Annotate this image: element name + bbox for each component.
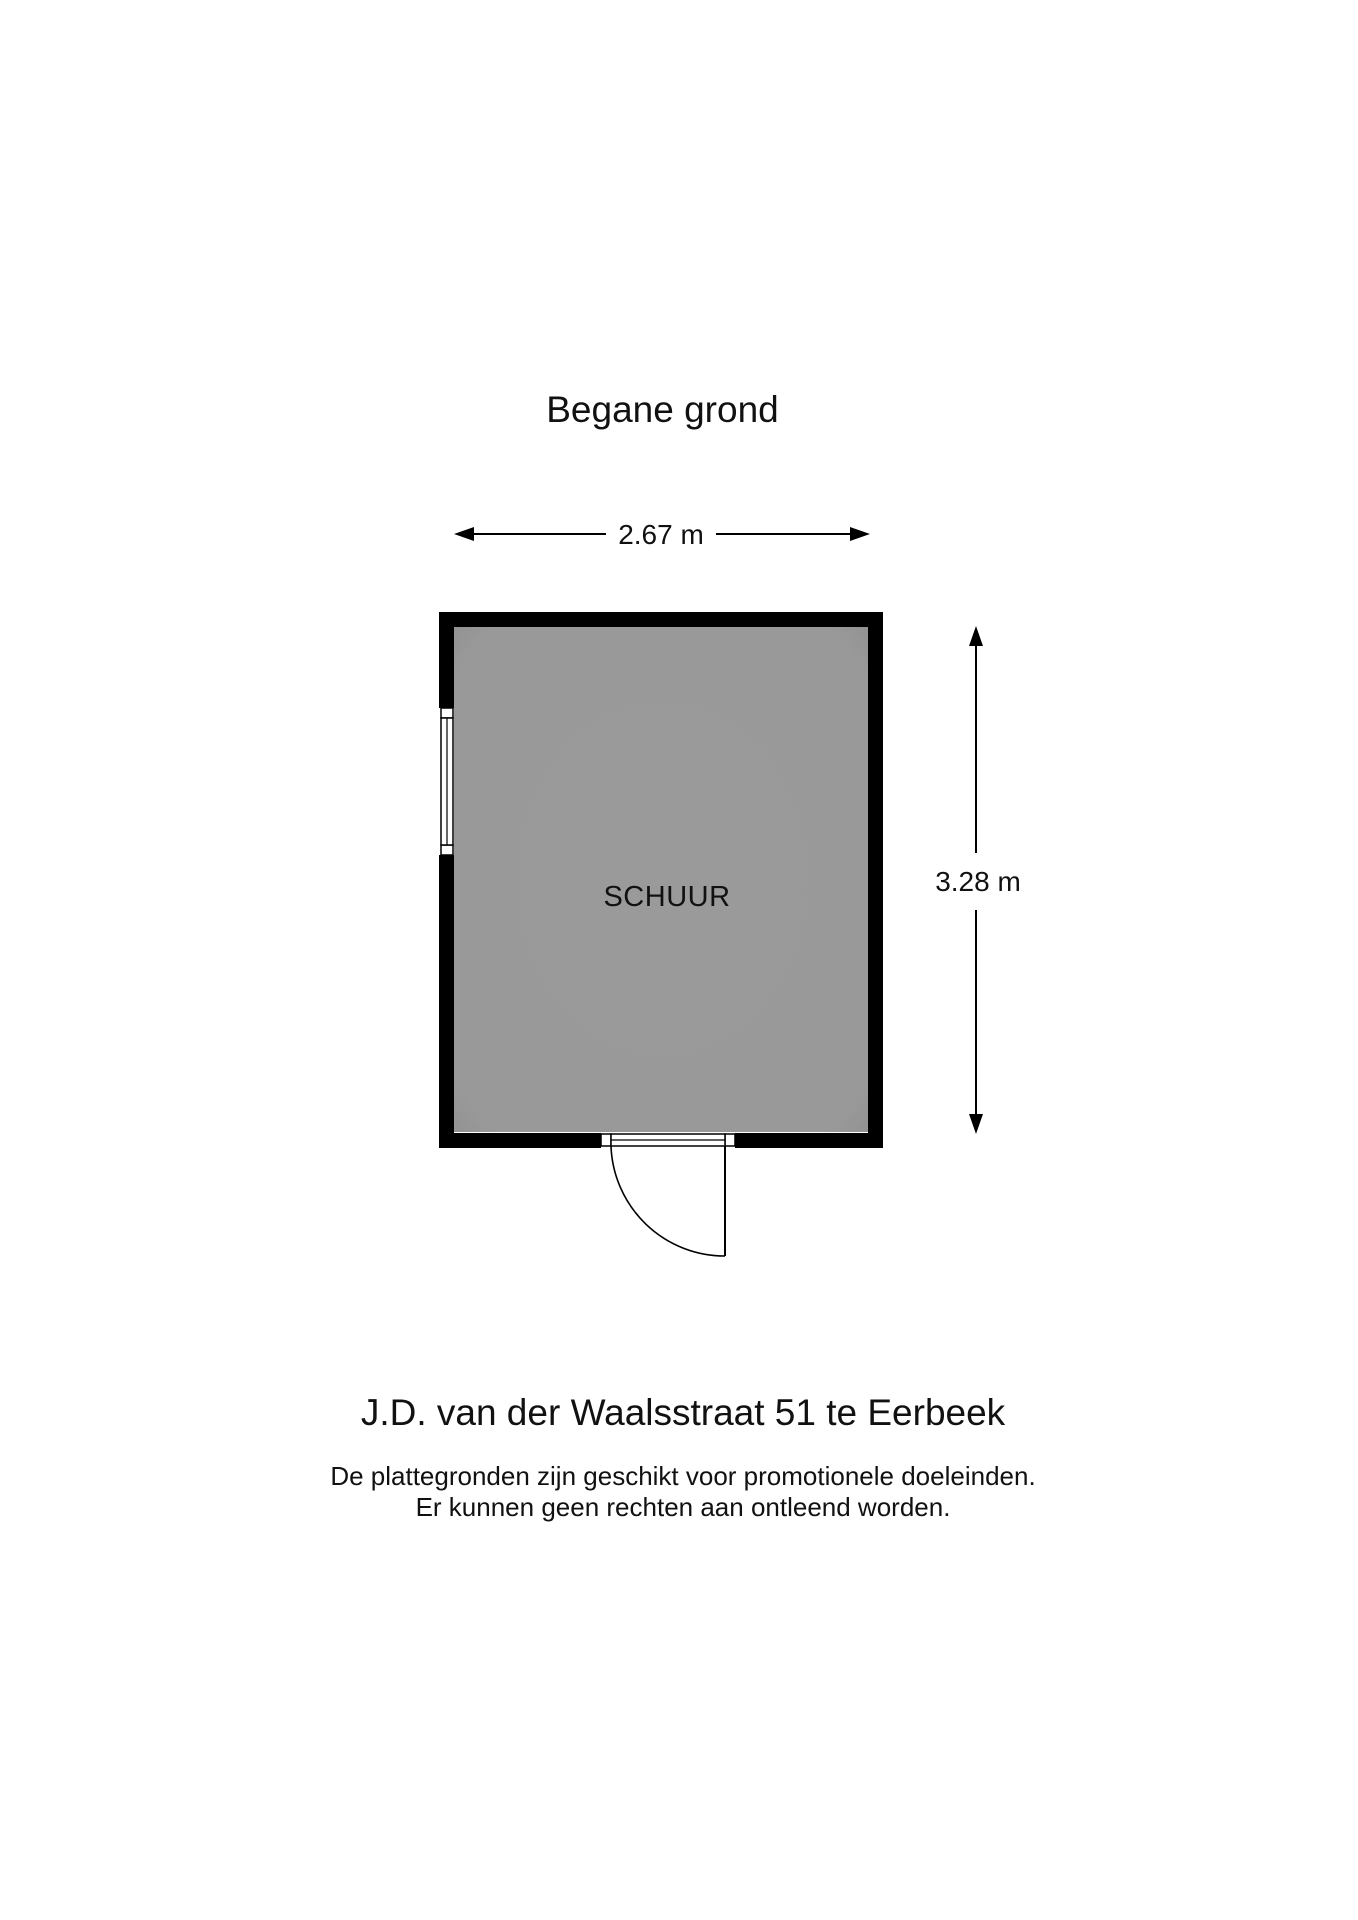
wall-left-lower (439, 855, 454, 1148)
window-left (441, 708, 453, 855)
disclaimer-line-2: Er kunnen geen rechten aan ontleend worden. (415, 1492, 951, 1522)
property-address: J.D. van der Waalsstraat 51 te Eerbeek (360, 1392, 1006, 1433)
arrow-right-icon (850, 527, 870, 541)
wall-right (868, 612, 883, 1148)
floor-title: Begane grond (546, 389, 779, 430)
height-dimension-label: 3.28 m (935, 866, 1021, 897)
door-swing-arc (611, 1146, 725, 1256)
window-frame-bottom (441, 845, 453, 855)
wall-bottom-left (439, 1133, 601, 1148)
wall-bottom-right (735, 1133, 883, 1148)
disclaimer-line-1: De plattegronden zijn geschikt voor promotionele doeleinden. (330, 1461, 1036, 1491)
door-bottom (601, 1134, 735, 1256)
door-frame-right (725, 1134, 735, 1146)
arrow-left-icon (454, 527, 474, 541)
room-label-schuur: SCHUUR (603, 881, 731, 913)
door-frame-left (601, 1134, 611, 1146)
width-dimension (454, 519, 870, 550)
arrow-down-icon (969, 1114, 983, 1134)
room-floor-schuur (454, 626, 869, 1132)
window-frame-top (441, 708, 453, 718)
wall-top (439, 612, 883, 627)
wall-left-upper (439, 612, 454, 708)
height-dimension (935, 626, 1021, 1134)
width-dimension-label: 2.67 m (618, 519, 704, 550)
arrow-up-icon (969, 626, 983, 646)
